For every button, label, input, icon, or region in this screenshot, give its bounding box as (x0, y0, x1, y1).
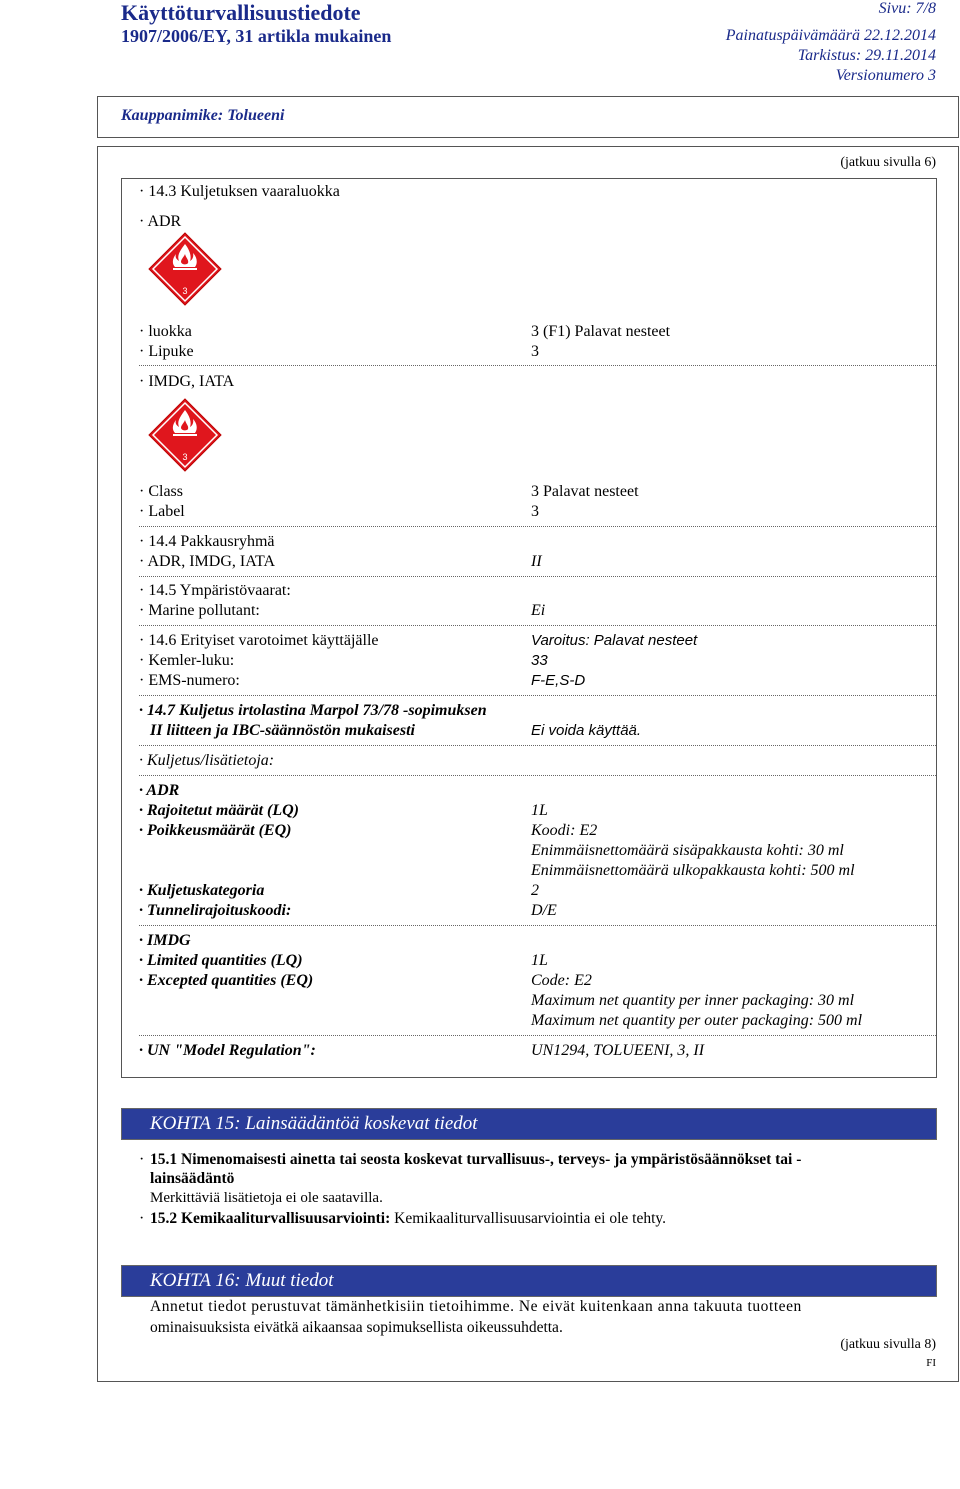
ems-label: · EMS-numero: (139, 672, 240, 689)
s15-2-label: 15.2 Kemikaaliturvallisuusarviointi: (150, 1210, 391, 1227)
section16-header (121, 1265, 937, 1297)
language-code: FI (926, 1357, 936, 1369)
adr-info-heading: · ADR (139, 782, 180, 799)
separator (139, 576, 936, 577)
transport-info-heading: · Kuljetus/lisätietoja: (139, 752, 275, 769)
s16-text-line2: ominaisuuksista eivätkä aikaansaa sopimuksellista oikeussuhdetta. (150, 1319, 563, 1336)
flammable-liquid-label-icon (148, 398, 222, 472)
tunnel-code-value: D/E (531, 902, 557, 919)
separator (139, 925, 936, 926)
s14-3-heading: · 14.3 Kuljetuksen vaaraluokka (139, 183, 340, 200)
document-title: Käyttöturvallisuustiedote (121, 0, 361, 25)
s14-4-heading: · 14.4 Pakkausryhmä (139, 533, 275, 550)
s14-5-heading: · 14.5 Ympäristövaarat: (139, 582, 291, 599)
s15-2-text: Kemikaaliturvallisuusarviointia ei ole tehty. (394, 1210, 667, 1227)
s15-1-text: Merkittäviä lisätietoja ei ole saatavilla. (150, 1190, 383, 1206)
adr-label-number: 3 (182, 286, 188, 296)
adr-eq-outer: Enimmäisnettomäärä ulkopakkausta kohti: 500 ml (531, 862, 855, 879)
packing-group-value: II (531, 553, 542, 570)
transport-category-label: · Kuljetuskategoria (139, 882, 265, 899)
lipuke-value: 3 (531, 343, 539, 360)
regulation-reference: 1907/2006/EY, 31 artikla mukainen (121, 26, 392, 46)
trade-name: Kauppanimike: Tolueeni (121, 107, 285, 124)
label-value: 3 (531, 503, 539, 520)
adr-eq-code: Koodi: E2 (531, 822, 598, 839)
imdg-lq-value: 1L (531, 952, 548, 969)
un-model-value: UN1294, TOLUEENI, 3, II (531, 1042, 705, 1059)
adr-heading: · ADR (139, 213, 182, 230)
separator (139, 1035, 936, 1036)
imdg-lq-label: · Limited quantities (LQ) (139, 952, 303, 969)
marine-pollutant-value: Ei (531, 602, 546, 619)
marine-pollutant-label: · Marine pollutant: (139, 602, 260, 619)
page-number: Sivu: 7/8 (878, 0, 936, 17)
s14-7-heading-line2: II liitteen ja IBC-säännöstön mukaisesti (150, 722, 415, 739)
s14-7-value: Ei voida käyttää. (531, 722, 642, 739)
imdg-iata-heading: · IMDG, IATA (139, 373, 235, 390)
s14-7-heading-line1: · 14.7 Kuljetus irtolastina Marpol 73/78 -sopimuksen (139, 702, 487, 719)
s15-2-line (150, 1210, 666, 1228)
transport-category-value: 2 (531, 882, 539, 899)
imdg-info-heading: · IMDG (139, 932, 191, 949)
trade-name-box (97, 96, 959, 138)
separator (139, 625, 936, 626)
imdg-eq-outer: Maximum net quantity per outer packaging: 500 ml (531, 1012, 863, 1029)
separator (139, 365, 936, 366)
revision-date: Tarkistus: 29.11.2014 (797, 47, 936, 64)
adr-eq-label: · Poikkeusmäärät (EQ) (139, 822, 292, 839)
kemler-label: · Kemler-luku: (139, 652, 235, 669)
imdg-eq-inner: Maximum net quantity per inner packaging: 30 ml (531, 992, 855, 1009)
un-model-label: · UN "Model Regulation": (139, 1042, 316, 1059)
s15-1-heading-line1: 15.1 Nimenomaisesti ainetta tai seosta koskevat turvallisuus-, terveys- ja ympäristösäännökset tai - (150, 1151, 802, 1168)
s15-1-bullet: · (139, 1151, 145, 1168)
imdg-label-number: 3 (182, 452, 188, 462)
version-number: Versionumero 3 (835, 67, 936, 84)
continued-from: (jatkuu sivulla 6) (840, 155, 936, 170)
adr-eq-inner: Enimmäisnettomäärä sisäpakkausta kohti: 30 ml (531, 842, 844, 859)
flammable-liquid-label-icon (148, 232, 222, 306)
kemler-value: 33 (531, 652, 548, 669)
luokka-value: 3 (F1) Palavat nesteet (531, 323, 671, 340)
separator (139, 775, 936, 776)
s16-text-line1: Annetut tiedot perustuvat tämänhetkisiin tietoihimme. Ne eivät kuitenkaan anna takuuta tuotteen (150, 1298, 802, 1315)
print-date: Painatuspäivämäärä 22.12.2014 (725, 27, 936, 44)
s14-6-warning: Varoitus: Palavat nesteet (531, 632, 698, 649)
section14-box (121, 178, 937, 1078)
luokka-label: · luokka (139, 323, 192, 340)
separator (139, 695, 936, 696)
separator (139, 526, 936, 527)
s15-1-heading-line2: lainsäädäntö (150, 1170, 235, 1187)
separator (139, 745, 936, 746)
adr-lq-label: · Rajoitetut määrät (LQ) (139, 802, 299, 819)
adr-lq-value: 1L (531, 802, 548, 819)
s15-2-bullet: · (139, 1210, 145, 1227)
section15-title: KOHTA 15: Lainsäädäntöä koskevat tiedot (150, 1113, 478, 1134)
imdg-eq-label: · Excepted quantities (EQ) (139, 972, 314, 989)
lipuke-label: · Lipuke (139, 343, 194, 360)
section15-header (121, 1108, 937, 1140)
continued-to: (jatkuu sivulla 8) (840, 1337, 936, 1352)
class-label: · Class (139, 483, 183, 500)
ems-value: F-E,S-D (531, 672, 586, 689)
tunnel-code-label: · Tunnelirajoituskoodi: (139, 902, 292, 919)
section16-title: KOHTA 16: Muut tiedot (150, 1270, 334, 1291)
label-label: · Label (139, 503, 185, 520)
s14-6-heading: · 14.6 Erityiset varotoimet käyttäjälle (139, 632, 379, 649)
packing-group-label: · ADR, IMDG, IATA (139, 553, 276, 570)
imdg-eq-code: Code: E2 (531, 972, 592, 989)
class-value: 3 Palavat nesteet (531, 483, 639, 500)
